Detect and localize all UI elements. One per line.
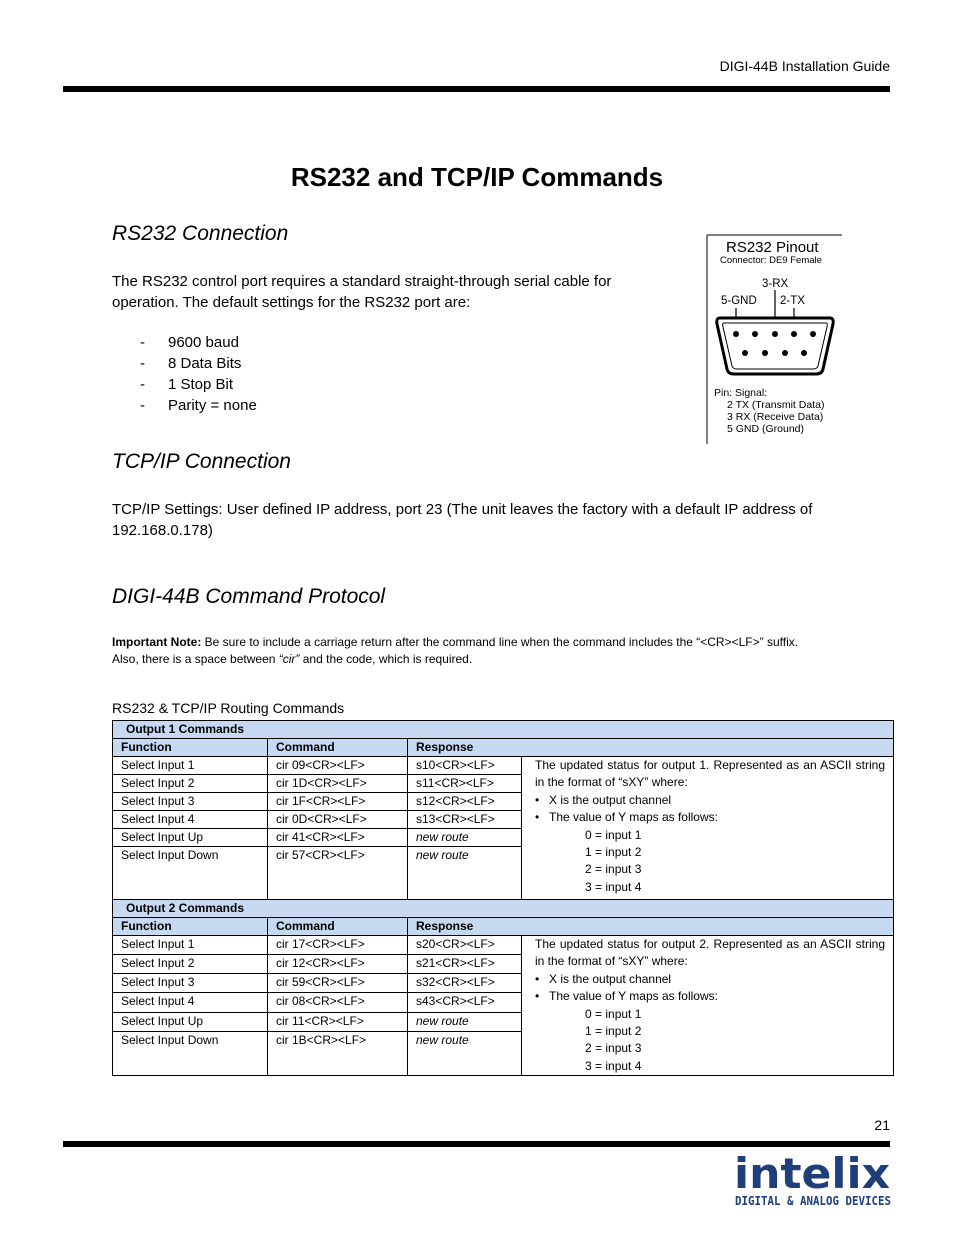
label-tx: 2-TX bbox=[780, 295, 805, 307]
tcpip-para-line2: 192.168.0.178) bbox=[112, 522, 213, 539]
group-header-output1: Output 1 Commands bbox=[113, 721, 894, 739]
pinout-title: RS232 Pinout bbox=[726, 239, 819, 256]
table-row: Select Input 3 cir 59<CR><LF> s32<CR><LF> bbox=[113, 974, 894, 993]
tcpip-heading: TCP/IP Connection bbox=[112, 450, 291, 473]
list-item: - 9600 baud bbox=[140, 334, 239, 351]
table-caption: RS232 & TCP/IP Routing Commands bbox=[112, 700, 345, 716]
table-row: Select Input 4 cir 08<CR><LF> s43<CR><LF> bbox=[113, 993, 894, 1012]
note-cir: “cir” bbox=[278, 652, 300, 666]
protocol-heading: DIGI-44B Command Protocol bbox=[112, 585, 386, 608]
rs232-para-line1: The RS232 control port requires a standard straight-through serial cable for bbox=[112, 273, 612, 290]
group-header-output2: Output 2 Commands bbox=[113, 900, 894, 918]
pinout-pin-header: Pin: Signal: bbox=[714, 387, 768, 399]
table-row: Select Input Up cir 11<CR><LF> new route bbox=[113, 1012, 894, 1031]
list-item: - Parity = none bbox=[140, 397, 257, 414]
table-row: Select Input 2 cir 12<CR><LF> s21<CR><LF> bbox=[113, 955, 894, 974]
logo-tagline: DIGITAL & ANALOG DEVICES bbox=[735, 1193, 891, 1208]
table-row: Select Input 4 cir 0D<CR><LF> s13<CR><LF> bbox=[113, 811, 894, 829]
table-row: Select Input 2 cir 1D<CR><LF> s11<CR><LF> bbox=[113, 775, 894, 793]
footer-rule bbox=[63, 1141, 890, 1147]
pinout-pin-2: 2 TX (Transmit Data) bbox=[727, 399, 825, 411]
table-row: Select Input Down cir 1B<CR><LF> new route bbox=[113, 1031, 894, 1076]
rs232-settings-list bbox=[140, 332, 257, 416]
intelix-logo bbox=[732, 1150, 894, 1210]
logo-wordmark: intelix bbox=[734, 1149, 890, 1198]
tcpip-paragraph bbox=[112, 499, 857, 541]
tcpip-para-line1: TCP/IP Settings: User defined IP address, port 23 (The unit leaves the factory with a default IP address of bbox=[112, 501, 813, 518]
table-row: Select Input Down cir 57<CR><LF> new route bbox=[113, 847, 894, 900]
response-description: The updated status for output 2. Represented as an ASCII string in the format of “sXY” where: • X is the output channel • The value of Y maps as follows: 0 = input 1 1 = input 2 2 = input 3 3 = input 4 bbox=[522, 936, 894, 1076]
page-number: 21 bbox=[874, 1117, 890, 1133]
label-rx: 3-RX bbox=[762, 278, 789, 290]
pinout-pin-3: 3 RX (Receive Data) bbox=[727, 411, 824, 423]
table-row: Select Input 1 cir 09<CR><LF> s10<CR><LF> The updated status for output 1. Represented as an ASCII string in the format of “sXY” where: • X is the output channel • The value of Y maps as follows: 0 = input 1 1 = input 2 2 = input 3 3 = input 4 bbox=[113, 757, 894, 775]
response-description: The updated status for output 1. Represented as an ASCII string in the format of “sXY” where: • X is the output channel • The value of Y maps as follows: 0 = input 1 1 = input 2 2 = input 3 3 = input 4 bbox=[522, 757, 894, 900]
connector-pins bbox=[733, 331, 816, 356]
list-item: - 1 Stop Bit bbox=[140, 376, 234, 393]
rs232-paragraph bbox=[112, 271, 693, 313]
pinout-connector: Connector: DE9 Female bbox=[720, 255, 822, 266]
page-title: RS232 and TCP/IP Commands bbox=[290, 162, 664, 192]
table-row: Select Input 3 cir 1F<CR><LF> s12<CR><LF> bbox=[113, 793, 894, 811]
header-rule bbox=[63, 86, 890, 92]
important-note: Important Note: Be sure to include a carriage return after the command line when the command includes the “<CR><LF>” suffix. Also, there is a space between “cir” and the code, which is required. bbox=[112, 635, 799, 666]
routing-commands-table bbox=[112, 720, 894, 1076]
list-item: - 8 Data Bits bbox=[140, 355, 242, 372]
rs232-heading: RS232 Connection bbox=[112, 222, 289, 245]
table-row: Select Input 1 cir 17<CR><LF> s20<CR><LF> The updated status for output 2. Represented as an ASCII string in the format of “sXY” where: • X is the output channel • The value of Y maps as follows: 0 = input 1 1 = input 2 2 = input 3 3 = input 4 bbox=[113, 936, 894, 955]
rs232-para-line2: operation. The default settings for the RS232 port are: bbox=[112, 294, 471, 311]
note-label: Important Note: bbox=[112, 635, 202, 649]
pinout-pin-5: 5 GND (Ground) bbox=[727, 423, 805, 435]
table-row: Select Input Up cir 41<CR><LF> new route bbox=[113, 829, 894, 847]
column-header-row: Function Command Response bbox=[113, 918, 894, 936]
column-header-row: Function Command Response bbox=[113, 739, 894, 757]
rs232-pinout-diagram bbox=[706, 234, 846, 446]
label-gnd: 5-GND bbox=[721, 295, 757, 307]
header-doc-title: DIGI-44B Installation Guide bbox=[719, 58, 890, 74]
